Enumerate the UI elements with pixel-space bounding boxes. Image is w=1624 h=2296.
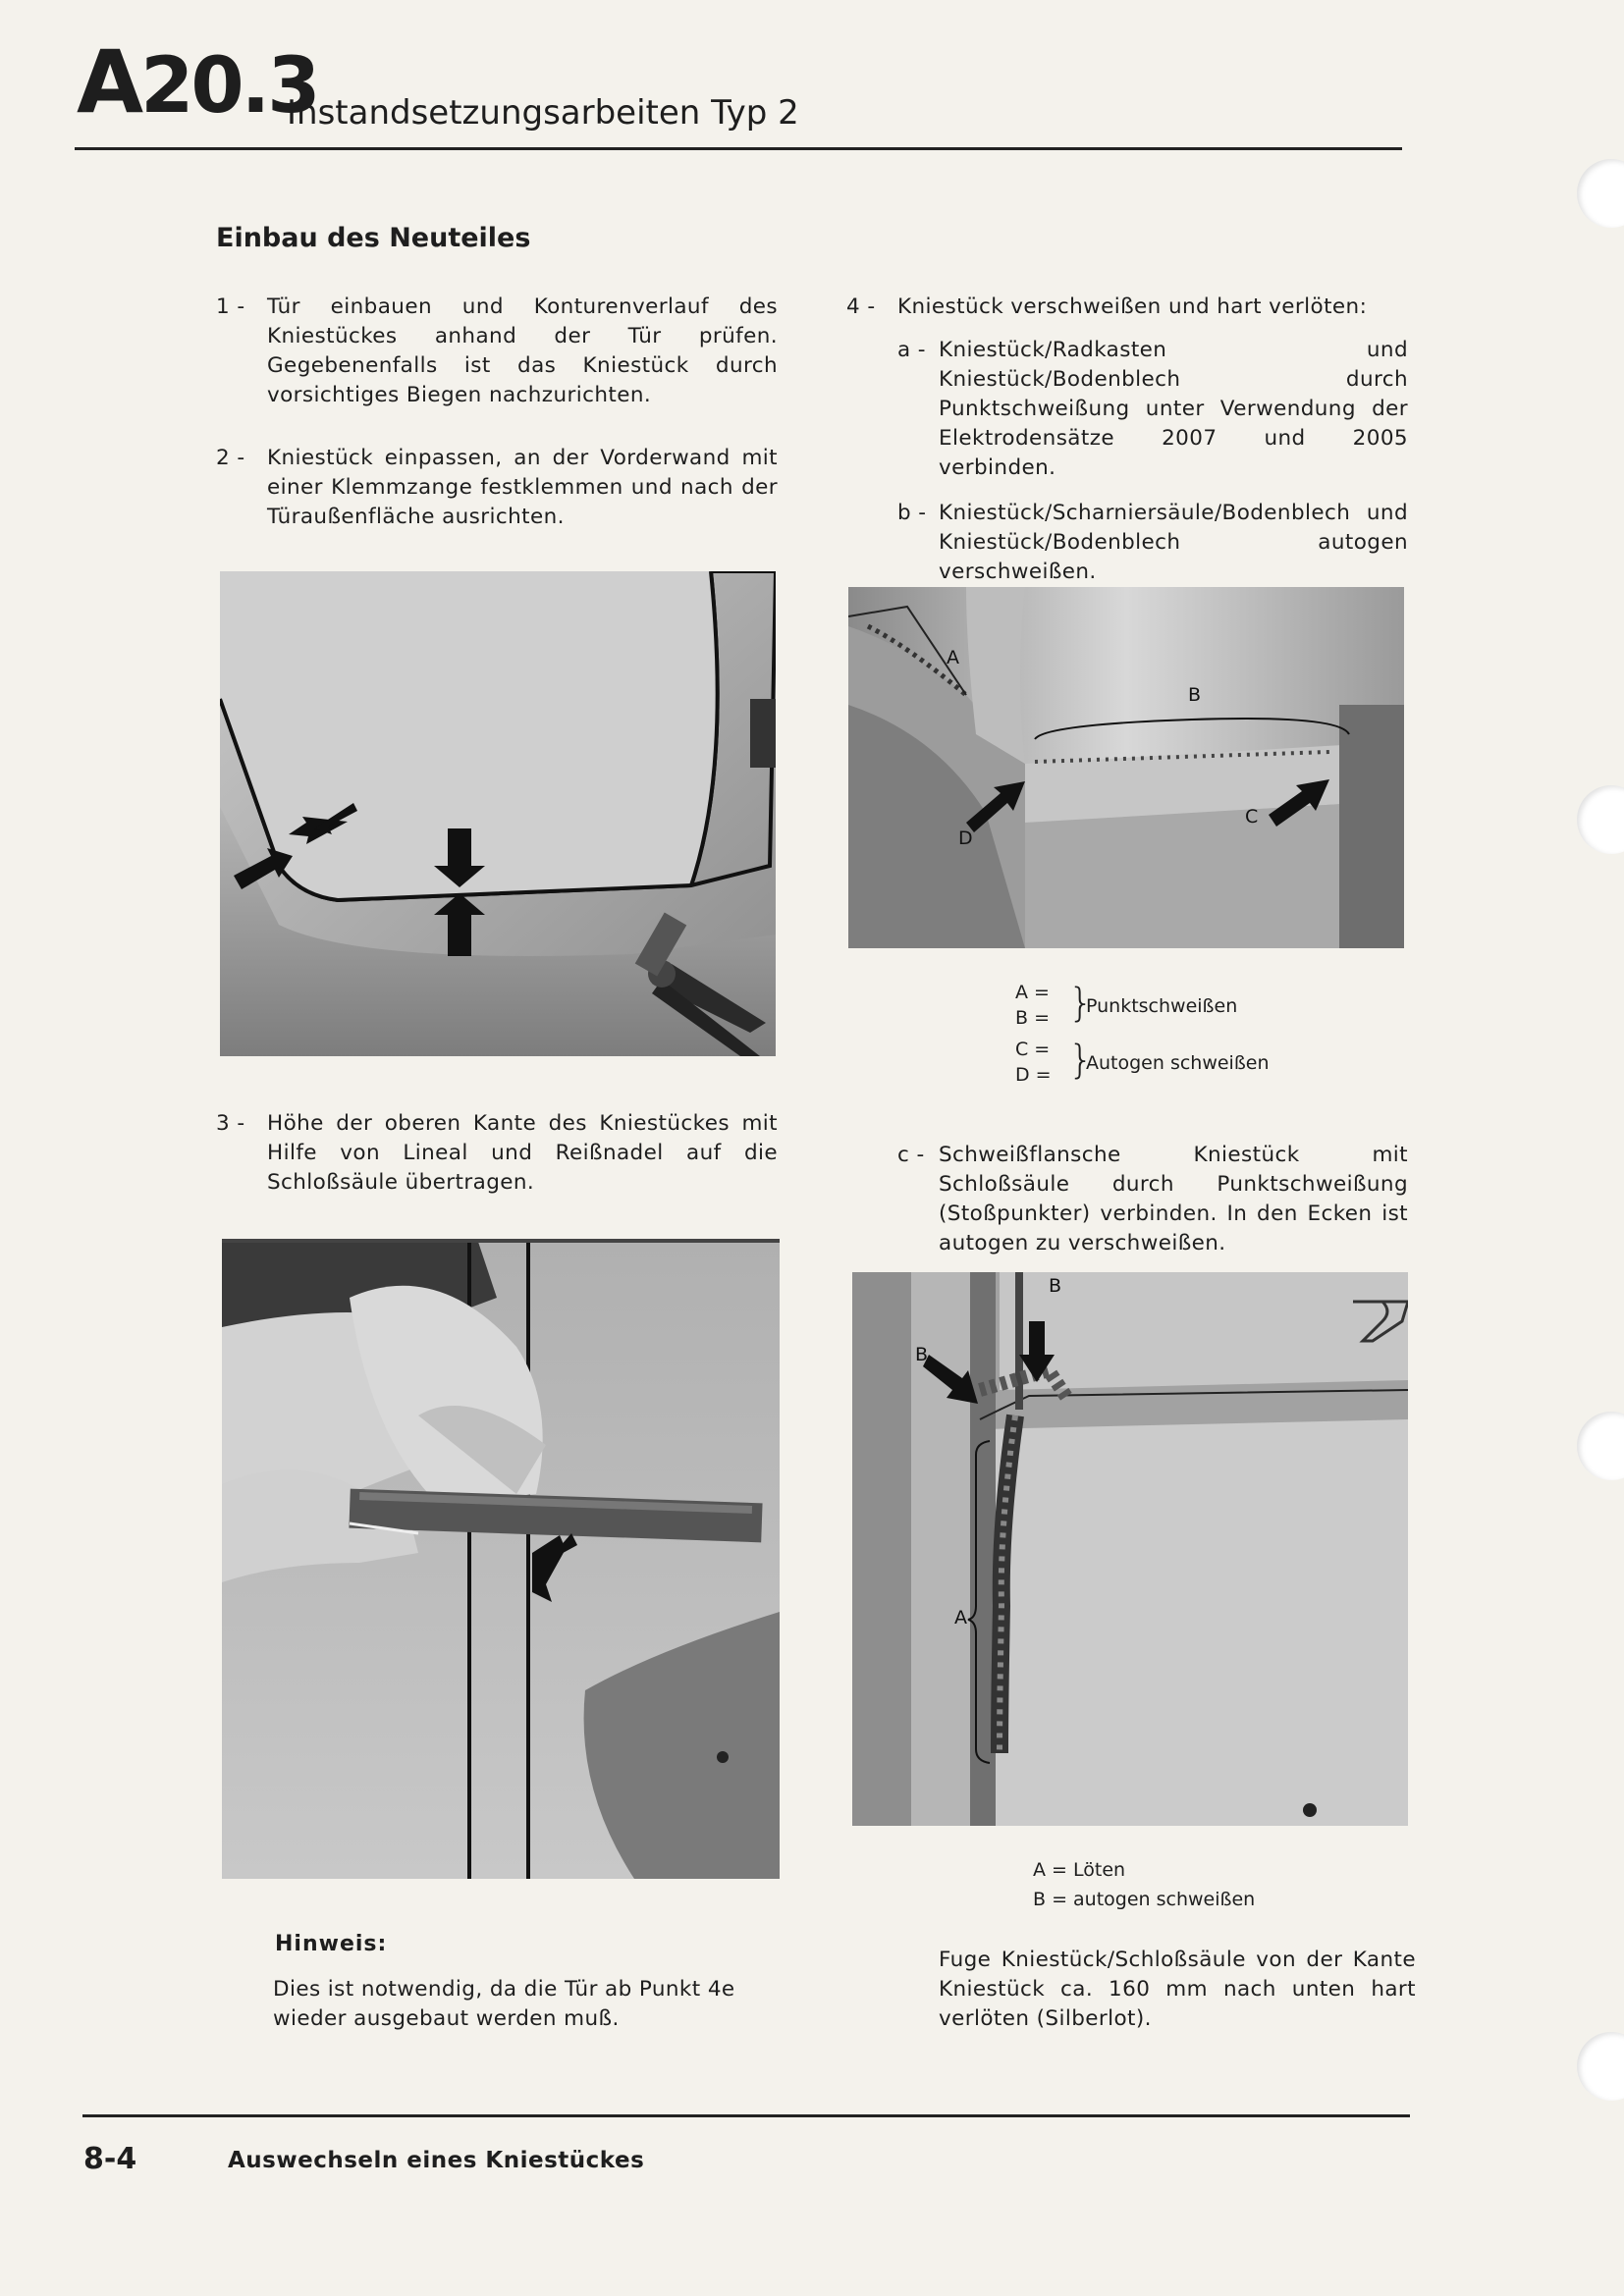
note-title: Hinweis: [275,1932,388,1956]
step-4c [897,1141,1408,1258]
step-3 [216,1109,778,1198]
legend-cd-text: Autogen schweißen [1086,1052,1270,1074]
photo-lock-pillar-joint [852,1272,1408,1826]
step-1-text: Tür einbauen und Konturenverlauf des Kniestückes anhand der Tür prüfen. Gegebenenfalls ist das Kniestück durch vorsichtiges Biegen nachzurichten. [267,294,778,407]
header-title: Instandsetzungsarbeiten Typ 2 [287,93,799,133]
step-1 [216,293,778,410]
label-b-top: B [1049,1275,1062,1297]
legend-ab-text: Punktschweißen [1086,995,1238,1017]
step-4b-text: Kniestück/Scharniersäule/Bodenblech und Kniestück/Bodenblech autogen verschweißen. [939,501,1408,584]
legend-d: D = [1015,1064,1052,1086]
step-3-text: Höhe der oberen Kante des Kniestückes mit Hilfe von Lineal und Reißnadel auf die Schloßsäule übertragen. [267,1111,778,1195]
step-4c-text: Schweißflansche Kniestück mit Schloßsäule durch Punktschweißung (Stoßpunkter) verbinden. In den Ecken ist autogen zu verschweißen. [939,1143,1408,1255]
photo-weld-points [848,587,1404,948]
step-1-number: 1 - [216,294,245,319]
step-4 [846,293,1408,587]
section-code [77,31,318,133]
step-2-text: Kniestück einpassen, an der Vorderwand mit einer Klemmzange festklemmen und nach der Türaußenfläche ausrichten. [267,446,778,529]
step-4a [897,336,1408,483]
label-a: A [947,647,959,668]
note-text: Dies ist notwendig, da die Tür ab Punkt 4e wieder ausgebaut werden muß. [273,1977,735,2031]
legend2-line1: A = Löten [1033,1859,1126,1881]
label-c: C [1245,806,1259,828]
binder-hole-1 [1577,159,1624,228]
label-b-left: B [915,1344,929,1365]
step-2 [216,444,778,532]
step-4a-text: Kniestück/Radkasten und Kniestück/Bodenblech durch Punktschweißung unter Verwendung der Elektrodensätze 2007 und 2005 verbinden. [939,338,1408,480]
legend-joint [1033,1857,1255,1912]
step-4a-letter: a - [897,338,926,362]
step-4b-letter: b - [897,501,927,525]
legend-brace-ab: } [1068,981,1094,1026]
section-code-number: 20.3 [140,42,318,131]
photo-ruler-marking [222,1239,780,1879]
label-d: D [958,828,973,849]
binder-hole-3 [1577,1412,1624,1480]
step-4-text: Kniestück verschweißen und hart verlöten: [897,294,1368,319]
section-code-letter: A [77,31,141,133]
legend-c: C = [1015,1039,1051,1060]
legend-weld-types [1015,980,1329,1090]
label-b: B [1188,684,1202,706]
legend-b: B = [1015,1007,1050,1029]
page-number: 8-4 [83,2142,137,2176]
legend2-line2: B = autogen schweißen [1033,1889,1256,1910]
photo-door-contour [220,571,776,1056]
section-title: Einbau des Neuteiles [216,223,531,253]
step-4c-letter: c - [897,1143,925,1167]
footer-rule [82,2114,1410,2117]
legend-brace-cd: } [1068,1038,1094,1083]
binder-hole-2 [1577,785,1624,854]
header-rule [75,147,1402,150]
binder-hole-4 [1577,2032,1624,2101]
step-4b [897,499,1408,587]
legend-a: A = [1015,982,1050,1003]
label-a-joint: A [954,1607,967,1629]
footer-title: Auswechseln eines Kniestückes [228,2148,645,2173]
step-2-number: 2 - [216,446,245,470]
step-3-number: 3 - [216,1111,245,1136]
step-4-number: 4 - [846,294,876,319]
final-instruction: Fuge Kniestück/Schloßsäule von der Kante Kniestück ca. 160 mm nach unten hart verlöten (Silberlot). [939,1948,1416,2031]
